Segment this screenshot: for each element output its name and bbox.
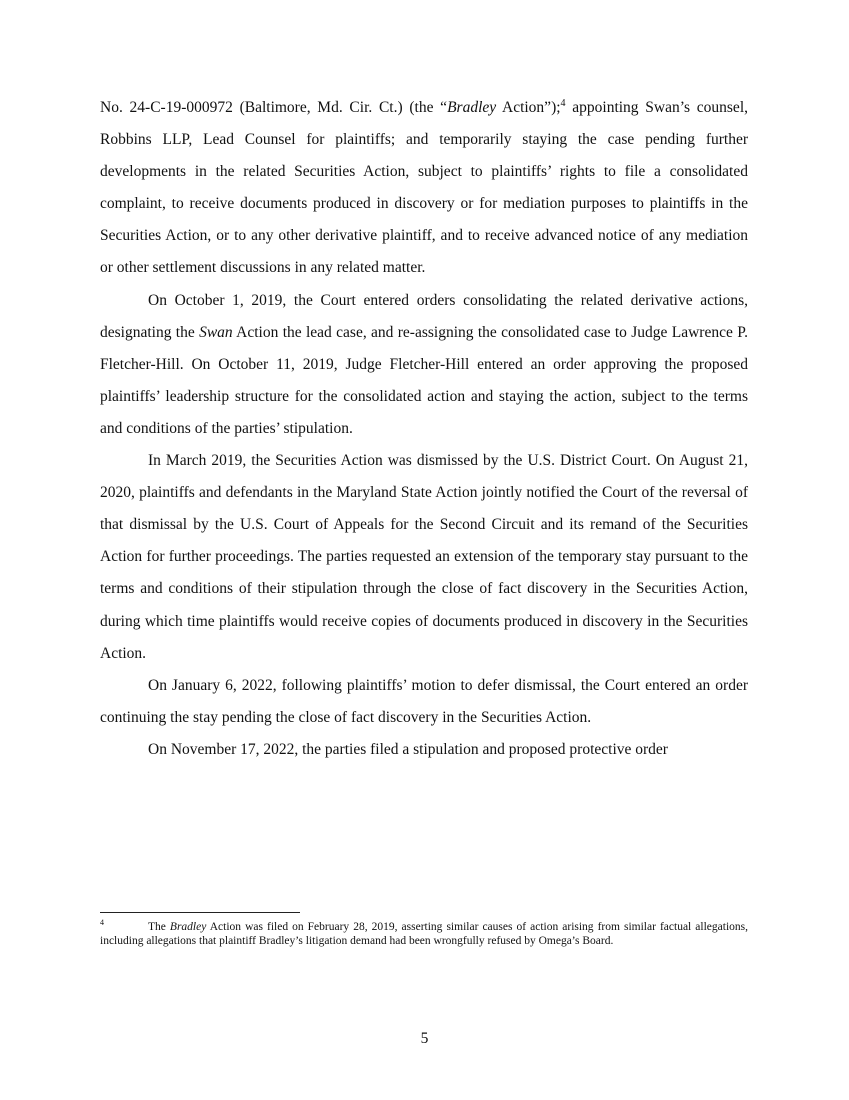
paragraph (100, 734, 748, 766)
footnote-separator (100, 912, 300, 913)
footnote-text (100, 921, 748, 947)
text-run: On November 17, 2022, the parties filed a stipulation and proposed protective order (148, 740, 668, 758)
text-run: On October 1, 2019, the Court entered orders consolidating the related derivative actions, designating the (100, 291, 748, 341)
footnote-number: 4 (100, 918, 104, 927)
italic-text: Swan (199, 323, 233, 341)
paragraph (100, 285, 748, 445)
text-run: Action”); (496, 99, 561, 116)
text-run: The (148, 921, 170, 933)
paragraph (100, 445, 748, 670)
paragraph (100, 670, 748, 734)
text-run: In March 2019, the Securities Action was dismissed by the U.S. District Court. On August 21, 2020, plaintiffs and defendants in the Maryland State Action jointly notified the Court of the reversal of that dismissal by the U.S. Court of Appeals for the Second Circuit and its remand of the Securities Action for further proceedings. The parties requested an extension of the temporary stay pursuant to the terms and conditions of their stipulation through the close of fact discovery in the Securities Action, during which time plaintiffs would receive copies of documents produced in discovery in the Securities Action. (100, 452, 748, 662)
text-run: Action was filed on February 28, 2019, asserting similar causes of action arising from similar factual allegations, including allegations that plaintiff Bradley’s litigation demand had been wrongfully refused by Omega’s Board. (100, 921, 748, 947)
footnote (100, 920, 748, 948)
text-run: No. 24-C-19-000972 (Baltimore, Md. Cir. Ct.) (the “ (100, 99, 448, 116)
page-number: 5 (420, 1030, 429, 1047)
text-run: appointing Swan’s counsel, Robbins LLP, Lead Counsel for plaintiffs; and temporarily staying the case pending further developments in the related Securities Action, subject to plaintiffs’ rights to file a consolidated complaint, to receive documents produced in discovery or for mediation purposes to plaintiffs in the Securities Action, or to any other derivative plaintiff, and to receive advanced notice of any mediation or other settlement discussions in any related matter. (100, 99, 748, 277)
paragraph (100, 92, 748, 285)
footnote-reference: 4 (560, 98, 566, 109)
italic-text: Bradley (447, 99, 497, 116)
text-run: Action the lead case, and re-assigning the consolidated case to Judge Lawrence P. Fletcher-Hill. On October 11, 2019, Judge Fletcher-Hill entered an order approving the proposed plaintiffs’ leadership structure for the consolidated action and staying the action, subject to the terms and conditions of the parties’ stipulation. (100, 323, 748, 437)
text-run: On January 6, 2022, following plaintiffs’ motion to defer dismissal, the Court entered an order continuing the stay pending the close of fact discovery in the Securities Action. (100, 676, 748, 726)
italic-text: Bradley (169, 921, 207, 933)
body-text (100, 92, 748, 766)
